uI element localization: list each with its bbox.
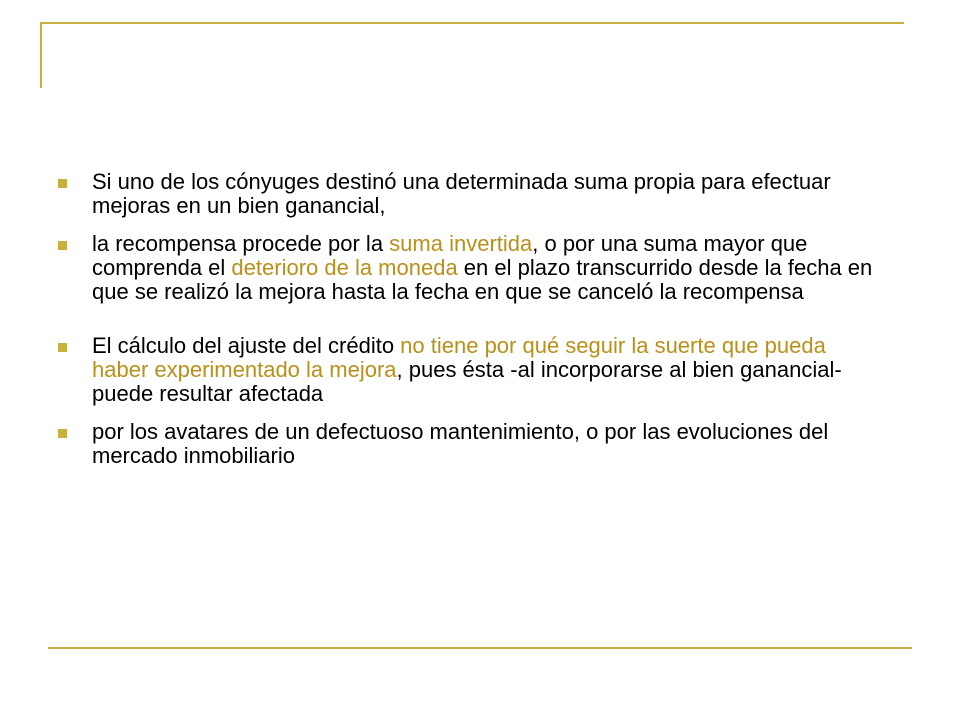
highlighted-text: no tiene por qué seguir la suerte que pueda haber experimentado la mejora <box>92 333 826 382</box>
bullet-text: , pues ésta -al incorporarse al bien ganancial- puede resultar afectada <box>92 357 842 406</box>
bullet-text: Si uno de los cónyuges destinó una determinada suma propia para efectuar mejoras en un bien ganancial, <box>92 169 831 218</box>
bullet-text: por los avatares de un defectuoso mantenimiento, o por las evoluciones del mercado inmobiliario <box>92 419 829 468</box>
square-bullet-icon <box>58 343 67 352</box>
bullet-text: en el plazo transcurrido desde la fecha en que se realizó la mejora hasta la fecha en que se canceló la recompensa <box>92 255 873 304</box>
square-bullet-icon <box>58 241 67 250</box>
bullet-item-4 <box>56 420 876 468</box>
square-bullet-icon <box>58 179 67 188</box>
bullet-item-2 <box>56 232 876 304</box>
highlighted-text: deterioro de la moneda <box>231 255 458 280</box>
square-bullet-icon <box>58 429 67 438</box>
frame-left-line <box>40 22 42 88</box>
bullet-text: El cálculo del ajuste del crédito <box>92 333 401 358</box>
bullet-item-1 <box>56 170 876 218</box>
bullet-text: , o por una suma mayor que comprenda el <box>92 231 808 280</box>
frame-top-line <box>40 22 904 24</box>
bullet-text: la recompensa procede por la <box>92 231 390 256</box>
slide-content <box>56 170 876 482</box>
frame-bottom-line <box>48 647 912 649</box>
bullet-item-3 <box>56 334 876 406</box>
highlighted-text: suma invertida <box>389 231 533 256</box>
